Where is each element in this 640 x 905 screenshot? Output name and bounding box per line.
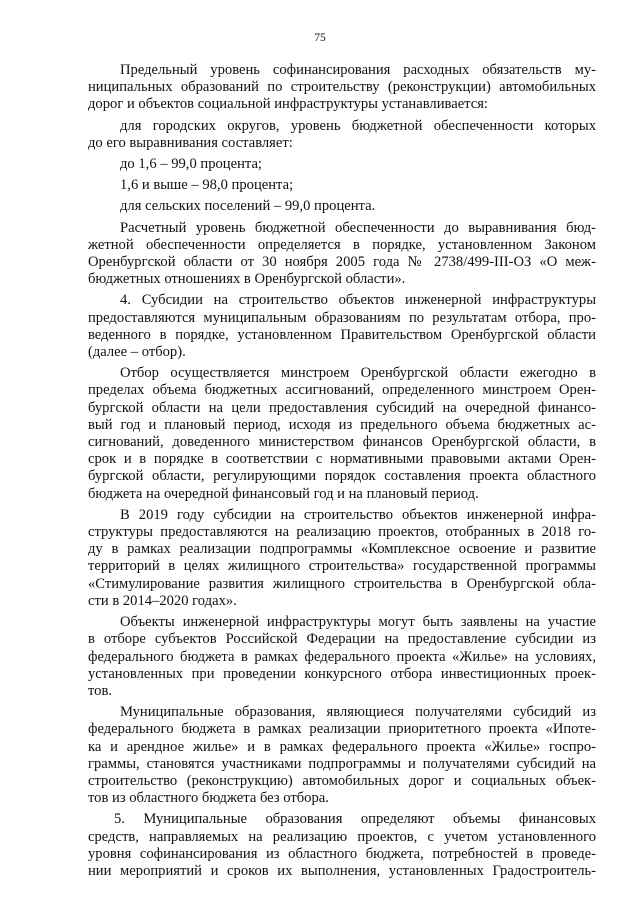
text-line: до 1,6 – 99,0 процента;: [120, 156, 262, 173]
text-line: Оренбургской области от 30 ноября 2005 года № 2738/499-III-ОЗ «О меж-: [88, 254, 596, 271]
paragraph-item-4: [88, 292, 596, 361]
text-line: ниципальных образований по строительству (реконструкции) автомобильных: [88, 79, 596, 96]
text-line: жетной обеспеченности определяется в порядке, установленном Законом: [88, 236, 596, 253]
text-line: средств, направляемых на реализацию проектов, с учетом установленного: [88, 828, 596, 845]
paragraph-municipal-recipients: [88, 704, 596, 807]
text-line: предоставляются муниципальным образованиям по результатам отбора, про-: [88, 309, 596, 326]
text-line: (далее – отбор).: [88, 344, 186, 361]
list-item: [88, 177, 596, 194]
text-line: дорог и объектов социальной инфраструктуры устанавливается:: [88, 96, 488, 113]
text-line: до его выравнивания составляет:: [88, 134, 293, 151]
list-item: [88, 156, 596, 173]
text-line: для городских округов, уровень бюджетной обеспеченности которых: [120, 117, 596, 134]
text-line: бургской области на цели предоставления субсидий на очередной финансо-: [88, 399, 596, 416]
text-line: Объекты инженерной инфраструктуры могут быть заявлены на участие: [120, 614, 596, 631]
text-line: федерального бюджета в рамках федерального проекта «Жилье» на условиях,: [88, 648, 596, 665]
list-item: [88, 198, 596, 215]
page-number: 75: [314, 32, 326, 44]
paragraph-budget-level: [88, 220, 596, 289]
text-line: граммы, становятся участниками подпрограммы и получателями субсидий на: [88, 755, 596, 772]
text-line: 1,6 и выше – 98,0 процента;: [120, 177, 294, 194]
text-line: для сельских поселений – 99,0 процента.: [120, 198, 376, 215]
text-line: Отбор осуществляется минстроем Оренбургской области ежегодно в: [120, 365, 596, 382]
paragraph-city-districts: [88, 118, 596, 152]
text-line: установленных при проведении конкурсного отбора инвестиционных проек-: [88, 665, 596, 682]
text-line: веденного в порядке, установленном Правительством Оренбургской области: [88, 326, 596, 343]
text-line: 5. Муниципальные образования определяют объемы финансовых: [114, 811, 596, 828]
text-line: строительство (реконструкцию) автомобильных дорог и социальных объек-: [88, 772, 596, 789]
text-line: нии мероприятий и сроков их выполнения, установленных Градостроитель-: [88, 862, 596, 879]
text-line: вый год и плановый период, исходя из предельного объема бюджетных ас-: [88, 416, 596, 433]
text-line: сти в 2014–2020 годах».: [88, 592, 237, 609]
text-line: ду в рамках реализации подпрограммы «Комплексное освоение и развитие: [88, 541, 596, 558]
text-line: срок и в порядке в соответствии с нормативными правовыми актами Орен-: [88, 451, 596, 468]
text-line: сигнований, доведенного министерством финансов Оренбургской области, в: [88, 434, 596, 451]
text-line: федерального бюджета в рамках реализации приоритетного проекта «Ипоте-: [88, 721, 596, 738]
text-line: «Стимулирование развития жилищного строительства в Оренбургской обла-: [88, 575, 596, 592]
text-line: 4. Субсидии на строительство объектов инженерной инфраструктуры: [120, 292, 596, 309]
text-line: Предельный уровень софинансирования расходных обязательств му-: [120, 62, 596, 78]
text-line: в отборе субъектов Российской Федерации на предоставление субсидии из: [88, 631, 596, 648]
text-line: тов из областного бюджета без отбора.: [88, 790, 329, 807]
text-line: ка и арендное жилье» и в рамках федерального проекта «Жилье» госпро-: [88, 738, 596, 755]
text-line: Муниципальные образования, являющиеся получателями субсидий из: [120, 704, 596, 721]
text-line: тов.: [88, 682, 113, 699]
text-line: территорий в целях жилищного строительства» государственной программы: [88, 558, 596, 575]
text-line: бюджетных отношениях в Оренбургской области».: [88, 271, 406, 288]
text-line: бургской области, регулирующими порядок составления проекта областного: [88, 468, 596, 485]
text-line: структуры предоставляются на реализацию проектов, отобранных в 2018 го-: [88, 524, 596, 541]
paragraph-engineering-objects: [88, 614, 596, 700]
text-line: Расчетный уровень бюджетной обеспеченности до выравнивания бюд-: [120, 219, 596, 236]
text-line: бюджета на очередной финансовый год и на плановый период.: [88, 485, 479, 502]
paragraph-selection: [88, 365, 596, 503]
text-line: В 2019 году субсидии на строительство объектов инженерной инфра-: [120, 506, 596, 523]
paragraph-cofinancing-level: [88, 62, 596, 114]
text-line: пределах объема бюджетных ассигнований, определенного минстроем Орен-: [88, 382, 596, 399]
paragraph-2019-subsidies: [88, 507, 596, 610]
text-line: уровня софинансирования из областного бюджета, потребностей в проведе-: [88, 845, 596, 862]
document-body: [88, 62, 596, 884]
paragraph-item-5: [88, 811, 596, 880]
